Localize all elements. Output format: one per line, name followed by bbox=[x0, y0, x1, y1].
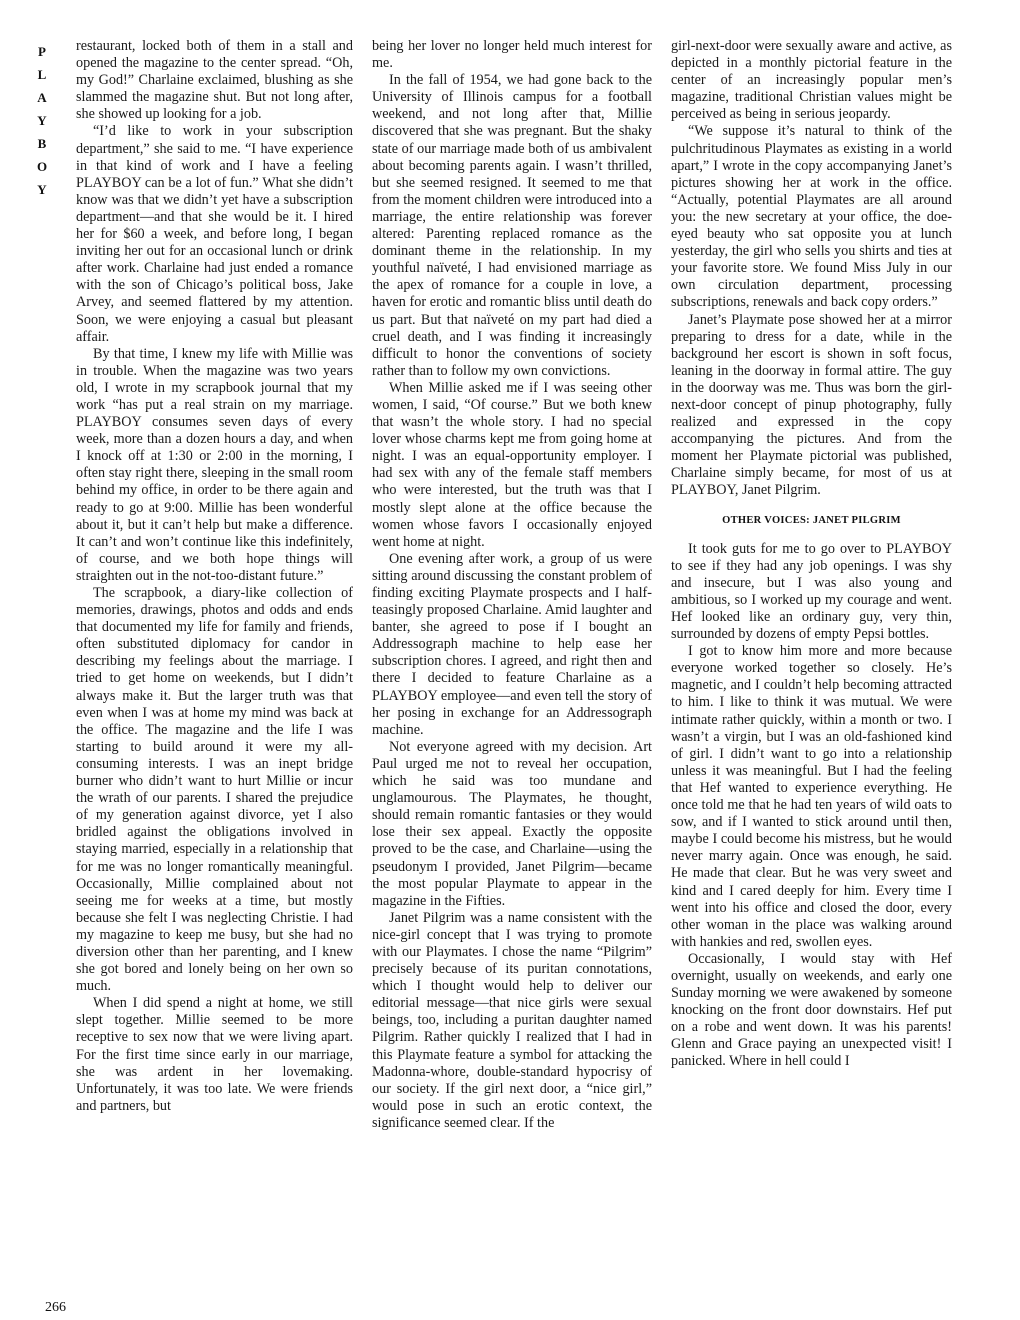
running-head-letter: L bbox=[37, 67, 47, 82]
running-head-letter: P bbox=[38, 44, 46, 59]
text-column-2 bbox=[372, 38, 652, 1300]
body-paragraph: It took guts for me to go over to PLAYBOY to see if they had any job openings. I was shy and insecure, but I was also young and ambitious, so I worked up my courage and went. Hef looked like an ordinary guy, very thin, surrounded by dozens of empty Pepsi bottles. bbox=[671, 540, 952, 643]
section-subhead: OTHER VOICES: JANET PILGRIM bbox=[722, 514, 901, 526]
body-paragraph: Occasionally, I would stay with Hef overnight, usually on weekends, and early one Sunday morning we were awakened by someone knocking on the front door downstairs. Hef put on a robe and went down. It was his parents! Glenn and Grace paying an unexpected visit! I panicked. Where in hell could I bbox=[671, 950, 952, 1070]
body-paragraph: One evening after work, a group of us were sitting around discussing the constant problem of finding exciting Playmate prospects and I half-teasingly proposed Charlaine. Amid laughter and banter, she agreed to pose if I bought an Addressograph machine to help ease her subscription chores. I agreed, and right then and there I decided to feature Charlaine as a PLAYBOY employee—and even tell the story of her posing in exchange for an Addressograph machine. bbox=[372, 550, 652, 738]
body-paragraph: Not everyone agreed with my decision. Art Paul urged me not to reveal her occupation, which he said was too mundane and unglamourous. The Playmates, he thought, should remain romantic fantasies or they would lose their sex appeal. Exactly the opposite proved to be the case, and Charlaine—using the pseudonym I provided, Janet Pilgrim—became the most popular Playmate to appear in the magazine in the Fifties. bbox=[372, 738, 652, 909]
page-number: 266 bbox=[45, 1300, 66, 1315]
body-paragraph: “We suppose it’s natural to think of the pulchritudinous Playmates as existing in a world apart,” I wrote in the copy accompanying Janet’s pictures showing her at work in the office. “Actually, potential Playmates are all around you: the new secretary at your office, the doe-eyed beauty who sat opposite you at lunch yesterday, the girl who sells you shirts and ties at your favorite store. We found Miss July in our own circulation department, processing subscriptions, renewals and back copy orders.” bbox=[671, 123, 952, 311]
body-paragraph: I got to know him more and more because everyone worked together so closely. He’s magnetic, and I couldn’t help becoming attracted to him. I like to think it was mutual. We were intimate rather quickly, within a month or two. I wasn’t a virgin, but I was an old-fashioned kind of girl. I didn’t want to go into a relationship unless it was meaningful. But I had the feeling that Hef wanted to experience everything. He once told me that he had ten years of wild oats to sow, and if I wanted to stick around until then, maybe I could become his mistress, but he would never marry again. Once was enough, he said. He made that clear. But he was very sweet and kind and I cared deeply for him. Every time I went into his office and closed the door, every other woman in the place was walking around with hankies and red, swollen eyes. bbox=[671, 643, 952, 950]
running-head-letter: O bbox=[36, 159, 48, 174]
running-head-letter: Y bbox=[37, 182, 47, 197]
body-paragraph: being her lover no longer held much interest for me. bbox=[372, 38, 652, 72]
running-head bbox=[30, 40, 54, 201]
body-paragraph: By that time, I knew my life with Millie was in trouble. When the magazine was two years old, I wrote in my scrapbook journal that my work “has put a real strain on my marriage. PLAYBOY consumes seven days of every week, more than a dozen hours a day, and when I knock off at 1:30 or 2:00 in the morning, I often stay right there, sleeping in the small room behind my office, in order to be there again and ready to go at 9:00. Millie has been wonderful about it, but it can’t help but make a difference. It can’t and won’t continue like this indefinitely, of course, and we both hope things will straighten out in the not-too-distant future.” bbox=[76, 345, 353, 584]
body-paragraph: restaurant, locked both of them in a stall and opened the magazine to the center spread. “Oh, my God!” Charlaine exclaimed, blushing as she slammed the magazine shut. But not long after, she showed up looking for a job. bbox=[76, 38, 353, 123]
running-head-letter: A bbox=[37, 90, 47, 105]
body-paragraph: The scrapbook, a diary-like collection of memories, drawings, photos and odds and ends that documented my life for family and friends, often substituted diplomacy for candor in describing my feelings about the marriage. I tried to get home on weekends, but I didn’t always make it. But the larger truth was that even when I was at home my mind was back at the office. The magazine and the life I was starting to build around it were my all-consuming interests. I was an inept bridge burner who didn’t want to hurt Millie or incur the wrath of our parents. I shared the prejudice of my generation against divorce, yet I also bridled against the obligations involved in staying married, especially in a relationship that for me was no longer romantically meaningful. Occasionally, Millie complained about not seeing me for weeks at a time, but mostly because she felt I was neglecting Christie. I had my magazine to keep me busy, but she had no diversion other than her parenting, and I knew she got bored and lonely being on her own so much. bbox=[76, 585, 353, 995]
text-column-1 bbox=[76, 38, 353, 1300]
text-column-3 bbox=[671, 38, 952, 1300]
body-paragraph: Janet Pilgrim was a name consistent with the nice-girl concept that I was trying to promote with our Playmates. I chose the name “Pilgrim” precisely because of its puritan connotations, which I thought would help to deliver our editorial message—that nice girls were sexual beings, too, including a puritan daughter named Pilgrim. Rather quickly I realized that I had in this Playmate feature a symbol for attacking the Madonna-whore, double-standard hypocrisy of our society. If the girl next door, a “nice girl,” would pose in such an erotic context, the significance seemed clear. If the bbox=[372, 909, 652, 1131]
body-paragraph: When Millie asked me if I was seeing other women, I said, “Of course.” But we both knew that wasn’t the whole story. I had no special lover whose charms kept me from going home at night. I was an equal-opportunity employer. I had sex with any of the female staff members who were interested, but the truth was that I mostly slept alone at the office because the women whose favors I occasionally enjoyed went home at night. bbox=[372, 379, 652, 550]
body-paragraph: girl-next-door were sexually aware and active, as depicted in a monthly pictorial feature in the center of an increasingly popular men’s magazine, traditional Christian values might be perceived as being in serious jeopardy. bbox=[671, 38, 952, 123]
body-paragraph: Janet’s Playmate pose showed her at a mirror preparing to dress for a date, while in the background her escort is shown in soft focus, leaning in the doorway in formal attire. The guy in the doorway was me. Thus was born the girl-next-door concept of pinup photography, fully realized and expressed in the copy accompanying the pictures. And from the moment her Playmate pictorial was published, Charlaine simply became, for most of us at PLAYBOY, Janet Pilgrim. bbox=[671, 311, 952, 499]
running-head-letter: Y bbox=[37, 113, 47, 128]
body-paragraph: When I did spend a night at home, we still slept together. Millie seemed to be more receptive to sex now that we were living apart. For the first time since early in our marriage, she was ardent in her lovemaking. Unfortunately, it was too late. We were friends and partners, but bbox=[76, 995, 353, 1114]
body-paragraph: “I’d like to work in your subscription department,” she said to me. “I have experience in that kind of work and I have a feeling PLAYBOY can be a lot of fun.” What she didn’t know was that we didn’t yet have a subscription department—and that she would be it. I hired her for $60 a week, and before long, I began inviting her out for an occasional lunch or drink after work. Charlaine had just ended a romance with the son of Chicago’s political boss, Jake Arvey, and seemed flattered by my attention. Soon, we were enjoying a casual but pleasant affair. bbox=[76, 123, 353, 345]
running-head-letter: B bbox=[37, 136, 47, 151]
body-paragraph: In the fall of 1954, we had gone back to the University of Illinois campus for a football weekend, and not long after that, Millie discovered that she was pregnant. But the shaky state of our marriage made both of us ambivalent about becoming parents again. I wasn’t thrilled, but she seemed resigned. It seemed to me that from the moment children were introduced into a marriage, the entire relationship was forever altered: Parenting replaced romance as the dominant theme in the relationship. In my youthful naïveté, I had envisioned marriage as the apex of romance for a couple in love, a haven for erotic and romantic bliss until death do us part. But that naïveté on my part had died a cruel death, and I was finding it increasingly difficult to honor the conventions of society rather than to follow my own convictions. bbox=[372, 72, 652, 379]
